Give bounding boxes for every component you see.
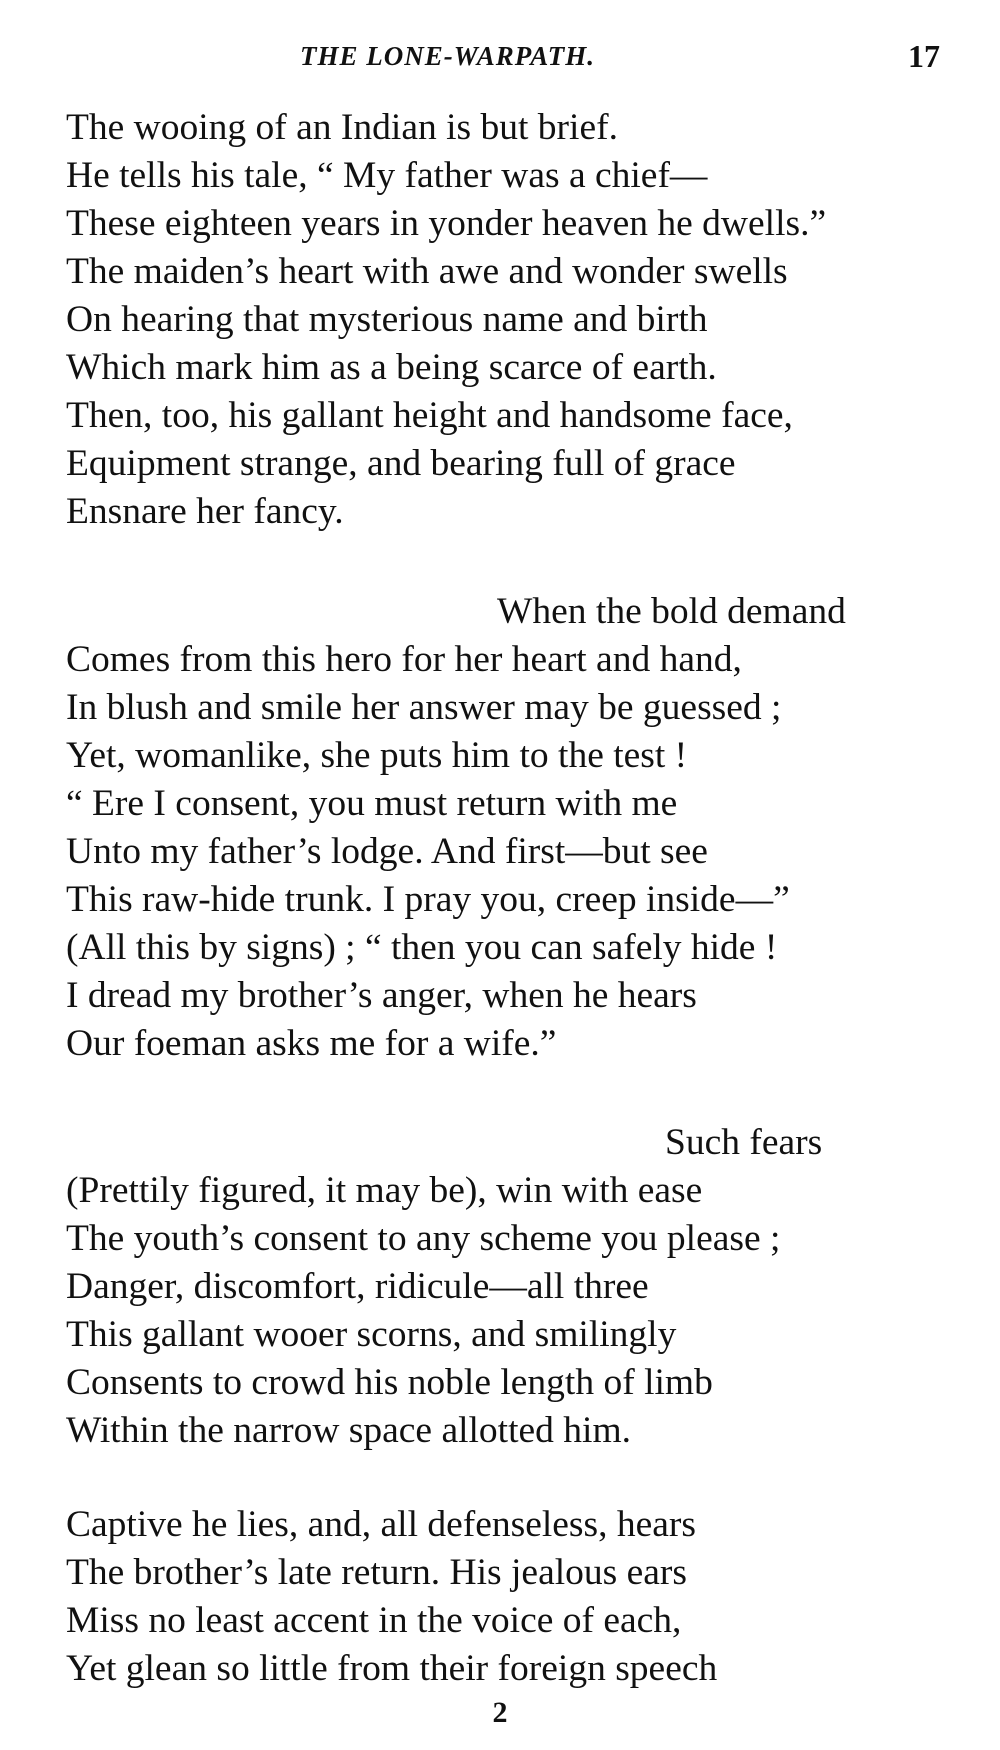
stanza-2: [66, 588, 846, 1068]
verse-line: Danger, discomfort, ridicule—all three: [66, 1266, 649, 1307]
verse-line: These eighteen years in yonder heaven he dwells.”: [66, 203, 827, 244]
verse-line: Then, too, his gallant height and handsome face,: [66, 395, 793, 436]
stanza-3: [66, 1119, 822, 1455]
stanza-4: [66, 1501, 717, 1693]
verse-line: Equipment strange, and bearing full of grace: [66, 443, 736, 484]
verse-line: Within the narrow space allotted him.: [66, 1410, 631, 1451]
verse-line: In blush and smile her answer may be guessed ;: [66, 687, 782, 728]
verse-line: On hearing that mysterious name and birth: [66, 299, 708, 340]
verse-line: Yet glean so little from their foreign speech: [66, 1648, 718, 1689]
signature-mark: 2: [492, 1696, 508, 1729]
verse-line: The maiden’s heart with awe and wonder swells: [66, 251, 788, 292]
running-title: THE LONE-WARPATH.: [300, 41, 596, 71]
verse-line: He tells his tale, “ My father was a chief—: [66, 155, 708, 196]
verse-line: Such fears: [665, 1122, 823, 1163]
verse-line: This raw-hide trunk. I pray you, creep inside—”: [66, 879, 790, 920]
verse-line: When the bold demand: [497, 591, 846, 632]
verse-line: The youth’s consent to any scheme you please ;: [66, 1218, 781, 1259]
verse-line: I dread my brother’s anger, when he hears: [66, 975, 697, 1016]
verse-line: Captive he lies, and, all defenseless, hears: [66, 1504, 696, 1545]
verse-line: Miss no least accent in the voice of each,: [66, 1600, 682, 1641]
running-header: [0, 36, 1000, 76]
verse-line: This gallant wooer scorns, and smilingly: [66, 1314, 677, 1355]
stanza-1: [66, 104, 826, 536]
verse-line: The brother’s late return. His jealous ears: [66, 1552, 687, 1593]
page-number: 17: [908, 38, 940, 74]
verse-line: Ensnare her fancy.: [66, 491, 344, 532]
verse-line: Consents to crowd his noble length of limb: [66, 1362, 713, 1403]
verse-line: Comes from this hero for her heart and hand,: [66, 639, 742, 680]
verse-line: Our foeman asks me for a wife.”: [66, 1023, 557, 1064]
verse-line: Which mark him as a being scarce of earth.: [66, 347, 717, 388]
verse-line: (All this by signs) ; “ then you can safely hide !: [66, 927, 778, 968]
verse-line: Unto my father’s lodge. And first—but see: [66, 831, 708, 872]
verse-line: “ Ere I consent, you must return with me: [66, 783, 678, 824]
verse-line: Yet, womanlike, she puts him to the test !: [66, 735, 688, 776]
verse-line: (Prettily figured, it may be), win with ease: [66, 1170, 703, 1211]
verse-line: The wooing of an Indian is but brief.: [66, 107, 618, 148]
